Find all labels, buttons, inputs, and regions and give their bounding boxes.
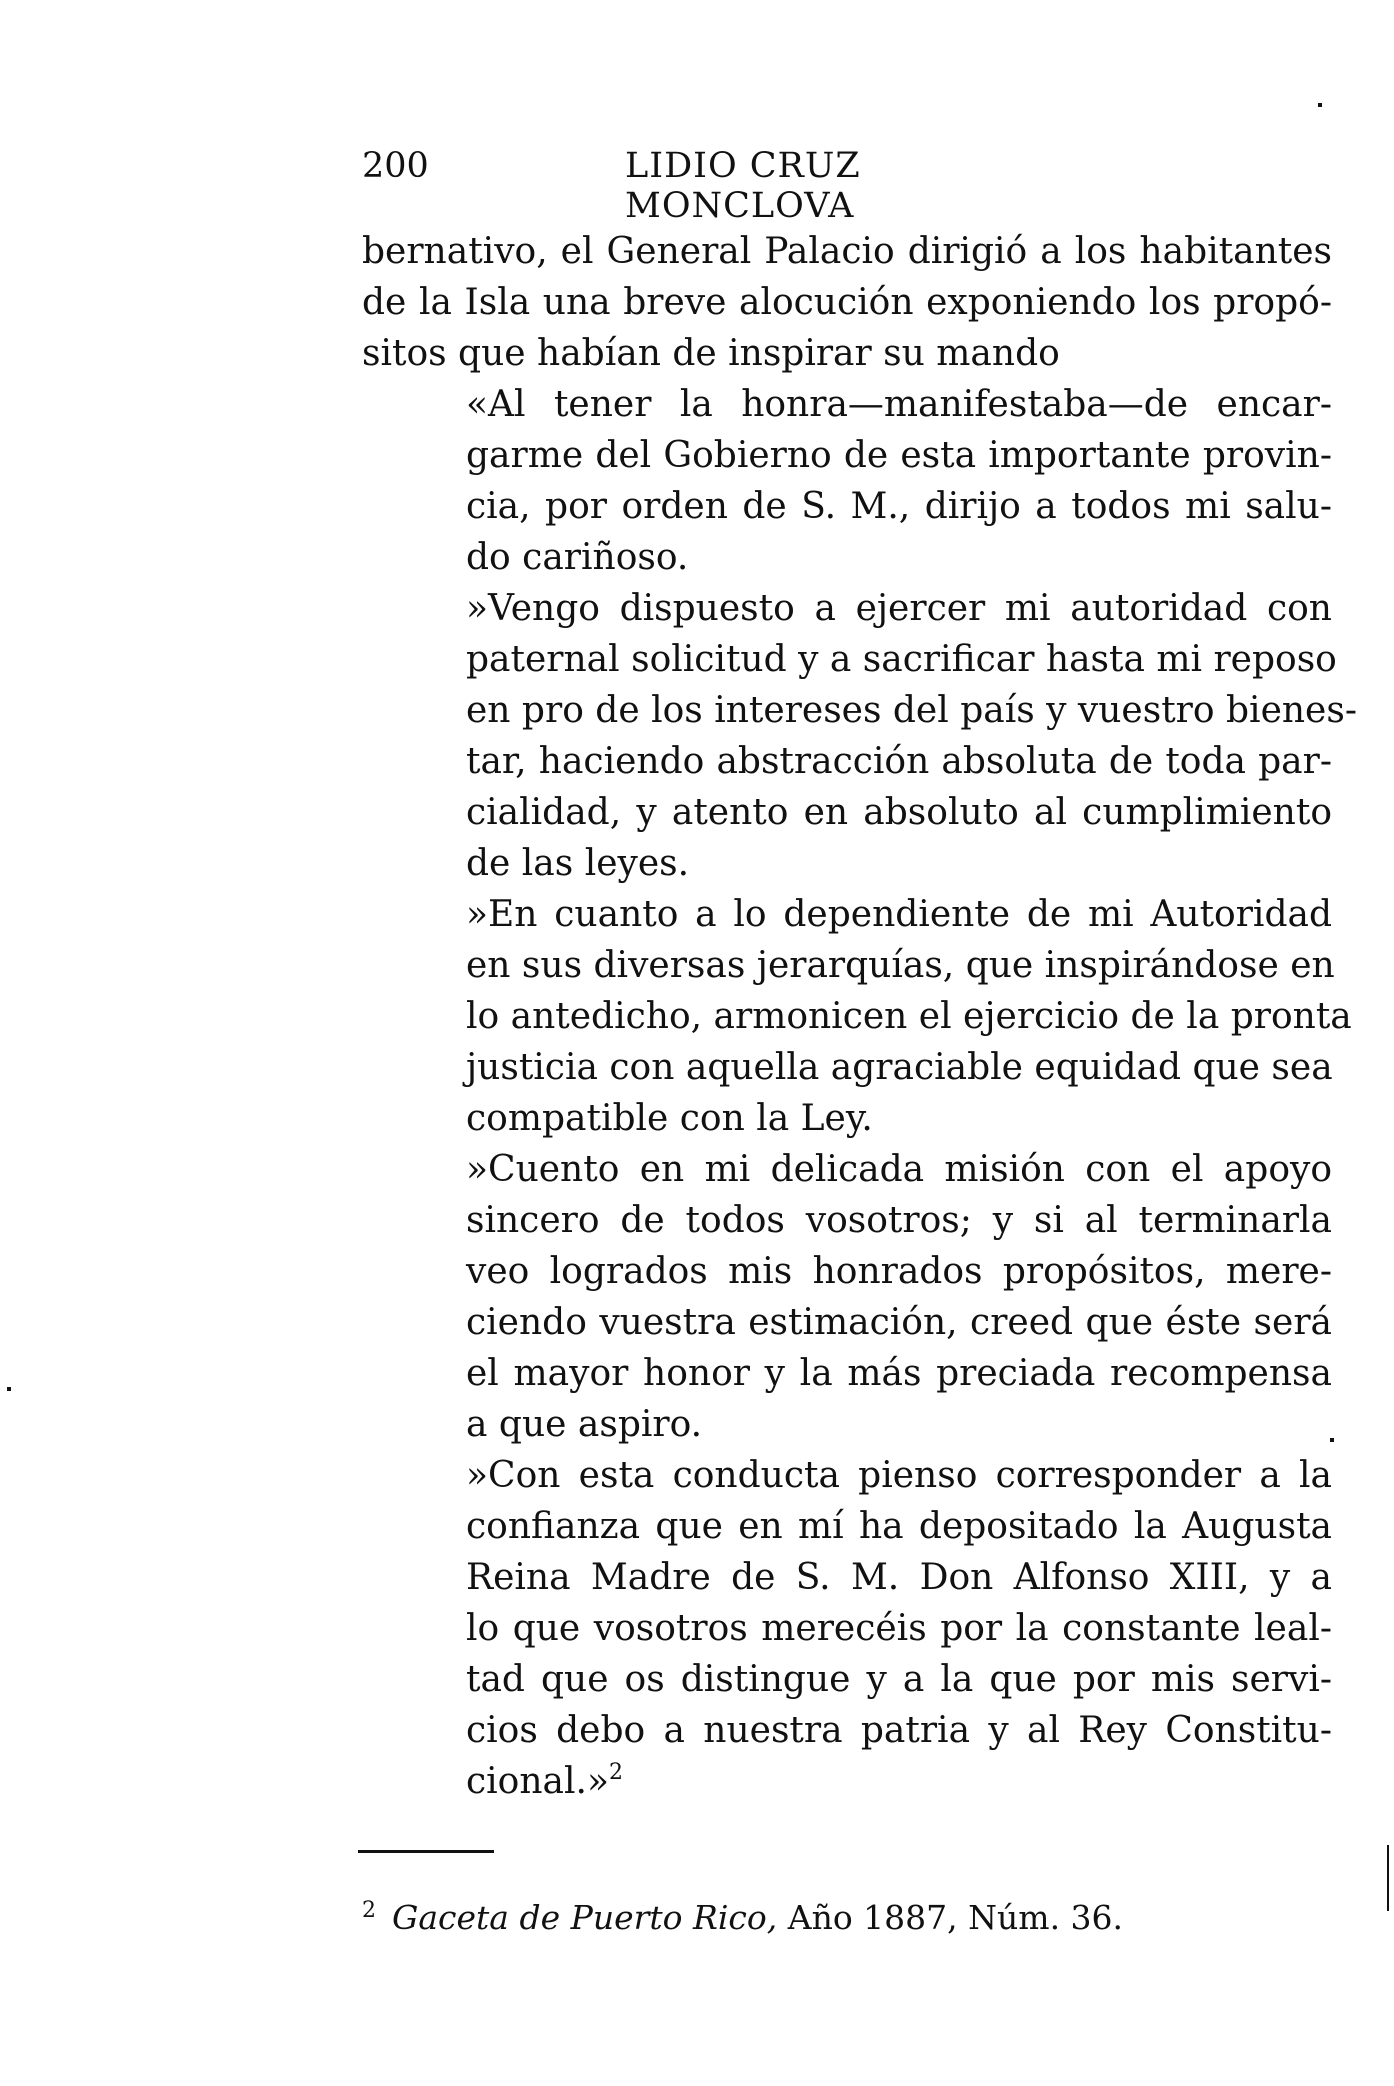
text-line [362, 1705, 1332, 1756]
footnote-reference: 2 [608, 1760, 623, 1785]
text-line [362, 1144, 1332, 1195]
text-line [362, 583, 1332, 634]
running-head: LIDIO CRUZ MONCLOVA [625, 146, 861, 226]
text-line-content: lo que vosotros merecéis por la constante leal- [466, 1608, 1332, 1649]
text-line-content: confianza que en mí ha depositado la Augusta [466, 1506, 1332, 1547]
footnote-mark: 2 [362, 1898, 376, 1923]
text-line-content: »Cuento en mi delicada misión con el apoyo [466, 1149, 1332, 1190]
text-line [362, 430, 1332, 481]
footnote-journal: Gaceta de Puerto Rico, [392, 1898, 778, 1937]
text-line [362, 226, 1332, 277]
text-line-content: bernativo, el General Palacio dirigió a los habitantes [362, 231, 1332, 272]
text-line [362, 277, 1332, 328]
text-line-content: «Al tener la honra—manifestaba—de encar- [466, 384, 1332, 425]
footnote-rule [358, 1850, 494, 1853]
text-line-content: garme del Gobierno de esta importante provin- [466, 435, 1332, 476]
text-line-content: sitos que habían de inspirar su mando [362, 333, 1060, 374]
text-line [362, 1654, 1332, 1705]
speck [1330, 1438, 1334, 1442]
text-line [362, 1756, 1332, 1807]
text-line [362, 1399, 1332, 1450]
page-number: 200 [362, 146, 429, 186]
text-line-content: »En cuanto a lo dependiente de mi Autoridad [466, 894, 1332, 935]
text-line [362, 838, 1332, 889]
body-text [362, 226, 1357, 1807]
text-line-content: veo logrados mis honrados propósitos, mere- [466, 1251, 1332, 1292]
text-line [362, 1552, 1332, 1603]
text-line-content: compatible con la Ley. [466, 1098, 873, 1139]
text-line [362, 1348, 1332, 1399]
text-line [362, 991, 1352, 1042]
text-line-content: a que aspiro. [466, 1404, 703, 1445]
text-line [362, 1297, 1332, 1348]
text-line [362, 379, 1332, 430]
speck [1387, 1845, 1389, 1911]
text-line [362, 1093, 1332, 1144]
text-line-content: cios debo a nuestra patria y al Rey Constitu- [466, 1710, 1332, 1751]
text-line [362, 328, 1332, 379]
text-line [362, 685, 1357, 736]
text-line-content: tar, haciendo abstracción absoluta de toda par- [466, 741, 1332, 782]
text-line-content: sincero de todos vosotros; y si al terminarla [466, 1200, 1332, 1241]
text-line [362, 1195, 1332, 1246]
footnote [362, 1888, 1123, 1941]
text-line [362, 1450, 1332, 1501]
text-line-content: tad que os distingue y a la que por mis servi- [466, 1659, 1332, 1700]
speck [1318, 103, 1322, 107]
text-line [362, 1501, 1332, 1552]
text-line-content: do cariñoso. [466, 537, 689, 578]
text-line [362, 1246, 1332, 1297]
text-line [362, 1603, 1332, 1654]
text-line-content: justicia con aquella agraciable equidad que sea [466, 1047, 1333, 1088]
text-line [362, 481, 1332, 532]
speck [7, 1387, 11, 1391]
text-line-content: en pro de los intereses del país y vuestro bienes- [466, 690, 1357, 731]
text-line [362, 787, 1332, 838]
text-line [362, 532, 1332, 583]
footnote-details: Año 1887, Núm. 36. [777, 1898, 1124, 1937]
text-line-content: cional.» [466, 1761, 609, 1802]
text-line-content: Reina Madre de S. M. Don Alfonso XIII, y a [466, 1557, 1332, 1598]
text-line-content: cia, por orden de S. M., dirijo a todos mi salu- [466, 486, 1332, 527]
text-line-content: ciendo vuestra estimación, creed que éste será [466, 1302, 1332, 1343]
text-line-content: »Con esta conducta pienso corresponder a la [466, 1455, 1332, 1496]
text-line-content: lo antedicho, armonicen el ejercicio de la pronta [466, 996, 1352, 1037]
text-line [362, 736, 1332, 787]
page-header [362, 146, 1072, 226]
text-line-content: en sus diversas jerarquías, que inspirándose en [466, 945, 1335, 986]
text-line-content: paternal solicitud y a sacrificar hasta mi reposo [466, 639, 1337, 680]
text-line-content: cialidad, y atento en absoluto al cumplimiento [466, 792, 1332, 833]
text-line-content: de la Isla una breve alocución exponiendo los propó- [362, 282, 1332, 323]
text-line-content: de las leyes. [466, 843, 690, 884]
text-line [362, 889, 1332, 940]
text-line [362, 940, 1335, 991]
text-line-content: el mayor honor y la más preciada recompensa [466, 1353, 1332, 1394]
text-line-content: »Vengo dispuesto a ejercer mi autoridad con [466, 588, 1332, 629]
text-line [362, 1042, 1332, 1093]
text-line [362, 634, 1337, 685]
